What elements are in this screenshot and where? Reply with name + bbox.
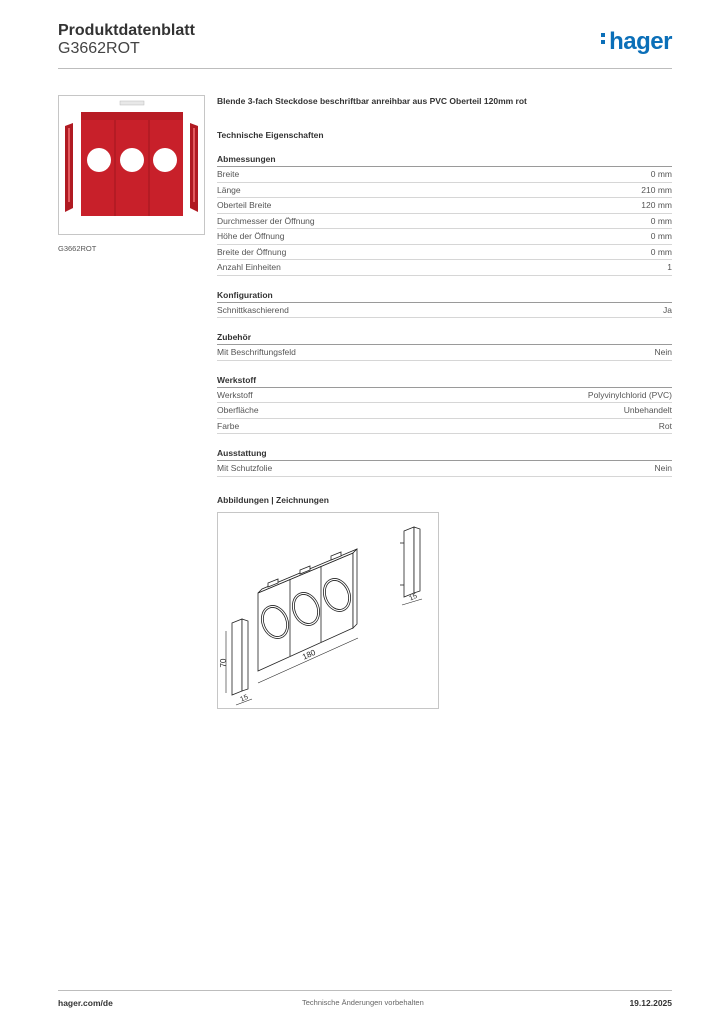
spec-label: Durchmesser der Öffnung (217, 215, 315, 226)
page-header (58, 20, 672, 68)
spec-sections (217, 154, 672, 477)
product-description: Blende 3-fach Steckdose beschriftbar anreihbar aus PVC Oberteil 120mm rot (217, 96, 527, 106)
spec-row (217, 345, 672, 361)
spec-row (217, 260, 672, 276)
logo-dots-icon (601, 30, 606, 47)
spec-label: Oberteil Breite (217, 200, 272, 210)
spec-row (217, 419, 672, 435)
product-image-caption: G3662ROT (58, 244, 97, 253)
dimension-height-label: 70 (219, 658, 228, 667)
spec-row (217, 403, 672, 419)
spec-row (217, 461, 672, 477)
technical-properties-heading: Technische Eigenschaften (217, 130, 324, 140)
technical-drawing (217, 512, 439, 709)
product-image (58, 95, 205, 235)
hager-logo (601, 28, 672, 56)
footer-notice: Technische Änderungen vorbehalten (302, 998, 424, 1007)
spec-label: Breite der Öffnung (217, 246, 287, 257)
section-title: Konfiguration (217, 290, 672, 303)
section-title: Ausstattung (217, 448, 672, 461)
main-content (217, 96, 672, 709)
spec-label: Breite (217, 169, 240, 179)
dimension-width-label: 180 (301, 647, 317, 662)
spec-label: Mit Schutzfolie (217, 463, 273, 473)
spec-value: 210 mm (641, 184, 672, 195)
spec-row (217, 214, 672, 230)
spec-row (217, 303, 672, 319)
footer-divider (58, 990, 672, 991)
spec-label: Anzahl Einheiten (217, 262, 281, 272)
spec-label: Mit Beschriftungsfeld (217, 347, 296, 357)
spec-row (217, 198, 672, 214)
spec-label: Höhe der Öffnung (217, 231, 285, 241)
product-photo-illustration (59, 96, 204, 234)
spec-label: Farbe (217, 420, 240, 431)
spec-value: 0 mm (650, 246, 672, 257)
footer-date: 19.12.2025 (629, 998, 672, 1008)
header-divider (58, 68, 672, 69)
dimension-drawing (218, 513, 438, 708)
dimension-right-depth-label: 15 (408, 592, 419, 602)
article-number: G3662ROT (58, 40, 140, 57)
spec-value: 0 mm (650, 231, 672, 241)
spec-value: Nein (654, 463, 672, 473)
spec-value: Rot (658, 420, 672, 431)
dimension-left-depth-label: 15 (239, 693, 250, 703)
logo-text: hager (609, 28, 672, 55)
spec-value: 1 (667, 262, 672, 272)
spec-value: Polyvinylchlorid (PVC) (587, 389, 672, 400)
section-title: Abmessungen (217, 154, 672, 167)
spec-row (217, 229, 672, 245)
section-title: Zubehör (217, 332, 672, 345)
spec-row (217, 245, 672, 261)
spec-label: Schnittkaschierend (217, 304, 289, 315)
spec-value: Nein (654, 347, 672, 357)
spec-label: Werkstoff (217, 389, 253, 400)
spec-row (217, 388, 672, 404)
spec-label: Länge (217, 184, 241, 195)
spec-value: 0 mm (650, 169, 672, 179)
figures-heading: Abbildungen | Zeichnungen (217, 494, 329, 505)
spec-label: Oberfläche (217, 405, 259, 415)
document-title: Produktdatenblatt (58, 22, 195, 39)
spec-value: 0 mm (650, 215, 672, 226)
spec-row (217, 167, 672, 183)
spec-value: Unbehandelt (623, 405, 672, 415)
spec-row (217, 183, 672, 199)
footer-website-link[interactable]: hager.com/de (58, 998, 113, 1008)
section-title: Werkstoff (217, 375, 672, 388)
spec-value: Ja (663, 304, 672, 315)
spec-value: 120 mm (641, 200, 672, 210)
